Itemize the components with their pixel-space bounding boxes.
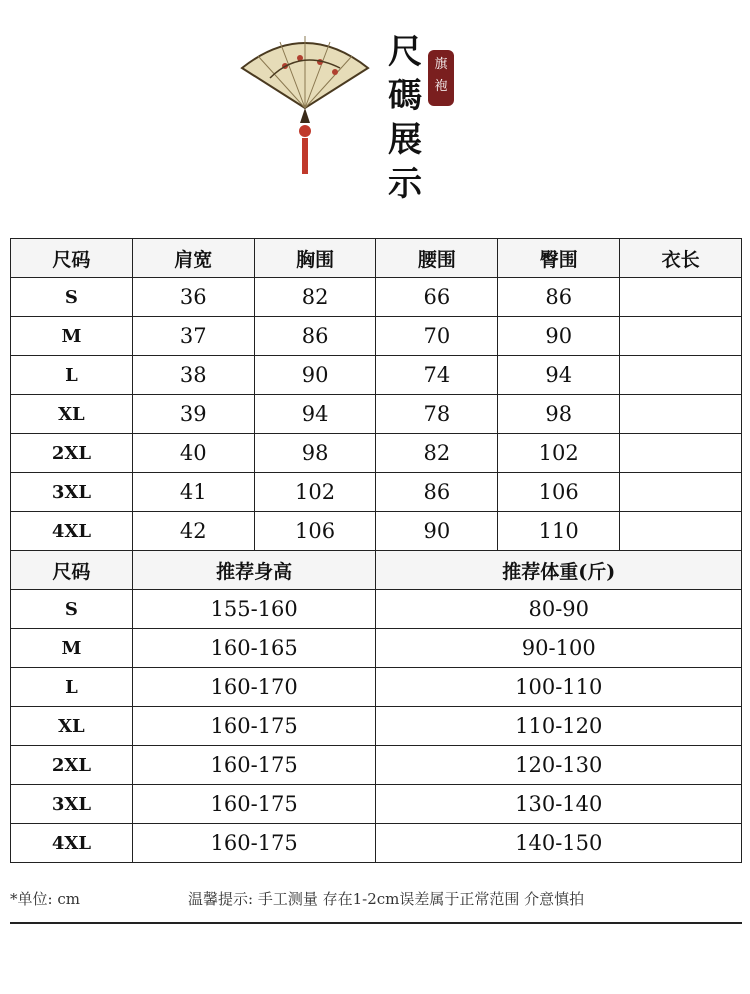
table-cell: 86 xyxy=(376,473,498,512)
page-title xyxy=(380,30,430,206)
table-cell xyxy=(620,512,742,551)
table-cell: 70 xyxy=(376,317,498,356)
table-cell: 110 xyxy=(498,512,620,551)
table-cell: 120-130 xyxy=(376,746,742,785)
table-row xyxy=(11,629,742,668)
table-cell: 82 xyxy=(376,434,498,473)
table-cell: 37 xyxy=(132,317,254,356)
unit-note: *单位: cm xyxy=(10,890,80,908)
table-cell: 36 xyxy=(132,278,254,317)
table-row xyxy=(11,434,742,473)
table-row xyxy=(11,395,742,434)
table-row xyxy=(11,317,742,356)
title-char: 示 xyxy=(388,164,422,204)
table-cell: 3XL xyxy=(11,785,133,824)
table-cell xyxy=(620,434,742,473)
table-cell: 74 xyxy=(376,356,498,395)
title-char: 尺 xyxy=(388,32,422,72)
table-row xyxy=(11,473,742,512)
table-header-row xyxy=(11,551,742,590)
table-cell: 130-140 xyxy=(376,785,742,824)
column-header: 推荐身高 xyxy=(132,551,376,590)
red-seal-stamp: 旗 袍 xyxy=(428,50,454,106)
measurement-tip: 温馨提示: 手工测量 存在1-2cm误差属于正常范围 介意慎拍 xyxy=(188,890,585,908)
table-cell: 106 xyxy=(254,512,376,551)
table-row xyxy=(11,512,742,551)
table-cell: XL xyxy=(11,707,133,746)
table-cell: 86 xyxy=(254,317,376,356)
table-cell: 4XL xyxy=(11,512,133,551)
size-measurement-table xyxy=(10,238,742,863)
table-cell: 2XL xyxy=(11,746,133,785)
table-cell: 94 xyxy=(254,395,376,434)
table-cell: 140-150 xyxy=(376,824,742,863)
table-cell: S xyxy=(11,278,133,317)
table-cell: 40 xyxy=(132,434,254,473)
title-char: 碼 xyxy=(388,76,422,116)
table-cell: 90 xyxy=(498,317,620,356)
table-cell: 90-100 xyxy=(376,629,742,668)
table-cell: 106 xyxy=(498,473,620,512)
table-cell: M xyxy=(11,317,133,356)
table-row xyxy=(11,707,742,746)
table-cell: 2XL xyxy=(11,434,133,473)
table-row xyxy=(11,590,742,629)
table-cell: 160-175 xyxy=(132,746,376,785)
table-cell xyxy=(620,278,742,317)
table-cell: 155-160 xyxy=(132,590,376,629)
table-cell: L xyxy=(11,356,133,395)
table-cell: 102 xyxy=(254,473,376,512)
table-cell: 94 xyxy=(498,356,620,395)
table-header-row xyxy=(11,239,742,278)
table-cell: 90 xyxy=(376,512,498,551)
column-header: 尺码 xyxy=(11,551,133,590)
table-cell: S xyxy=(11,590,133,629)
column-header: 臀围 xyxy=(498,239,620,278)
folding-fan-icon xyxy=(240,28,370,178)
table-cell: XL xyxy=(11,395,133,434)
table-cell: 66 xyxy=(376,278,498,317)
table-cell: 100-110 xyxy=(376,668,742,707)
table-cell: 39 xyxy=(132,395,254,434)
table-cell: M xyxy=(11,629,133,668)
table-cell: 98 xyxy=(254,434,376,473)
table-row xyxy=(11,356,742,395)
table-cell: 42 xyxy=(132,512,254,551)
header xyxy=(0,0,750,215)
table-row xyxy=(11,668,742,707)
table-cell: 160-175 xyxy=(132,707,376,746)
table-cell: 160-165 xyxy=(132,629,376,668)
table-cell: 102 xyxy=(498,434,620,473)
table-cell: 110-120 xyxy=(376,707,742,746)
column-header: 腰围 xyxy=(376,239,498,278)
table-row xyxy=(11,746,742,785)
column-header: 推荐体重(斤) xyxy=(376,551,742,590)
column-header: 肩宽 xyxy=(132,239,254,278)
table-cell: 160-175 xyxy=(132,785,376,824)
column-header: 衣长 xyxy=(620,239,742,278)
table-cell: 38 xyxy=(132,356,254,395)
table-row xyxy=(11,785,742,824)
divider xyxy=(10,922,742,924)
table-cell: 80-90 xyxy=(376,590,742,629)
table-cell xyxy=(620,395,742,434)
table-cell xyxy=(620,473,742,512)
table-cell: 160-175 xyxy=(132,824,376,863)
table-cell: 86 xyxy=(498,278,620,317)
table-row xyxy=(11,278,742,317)
column-header: 尺码 xyxy=(11,239,133,278)
table-cell: 3XL xyxy=(11,473,133,512)
table-cell: 78 xyxy=(376,395,498,434)
table-cell: 160-170 xyxy=(132,668,376,707)
table-cell: 98 xyxy=(498,395,620,434)
table-cell: 4XL xyxy=(11,824,133,863)
table-cell: L xyxy=(11,668,133,707)
column-header: 胸围 xyxy=(254,239,376,278)
table-cell: 82 xyxy=(254,278,376,317)
table-cell xyxy=(620,356,742,395)
title-char: 展 xyxy=(388,120,422,160)
table-cell: 41 xyxy=(132,473,254,512)
table-cell: 90 xyxy=(254,356,376,395)
table-row xyxy=(11,824,742,863)
table-cell xyxy=(620,317,742,356)
